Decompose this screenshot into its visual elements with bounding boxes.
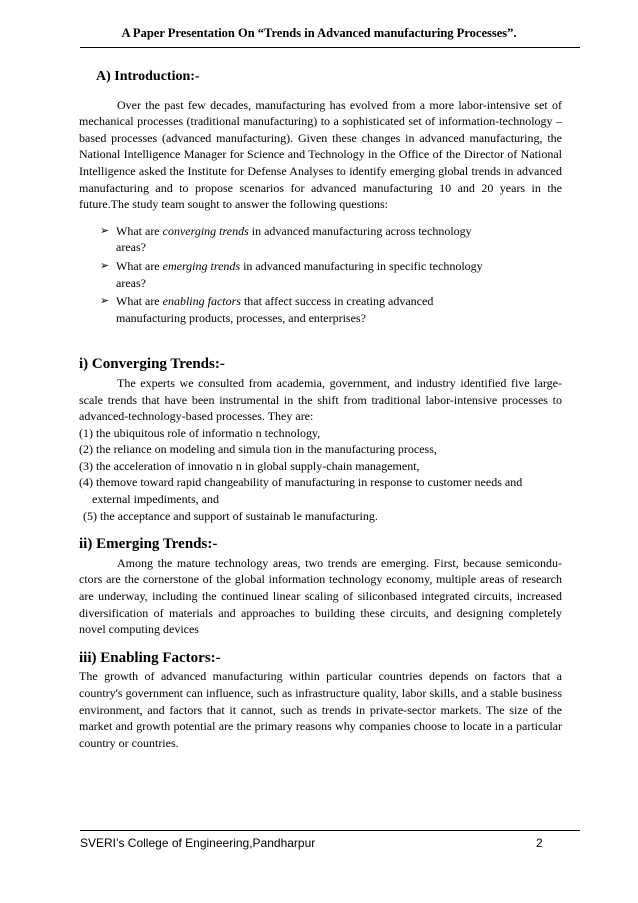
footer-college: SVERI’s College of Engineering,Pandharpur <box>80 836 316 850</box>
emerging-heading: ii) Emerging Trends:- <box>79 536 218 553</box>
converging-heading: i) Converging Trends:- <box>79 356 225 373</box>
list-item: (3) the acceleration of innovatio n in global supply-chain management, <box>79 458 420 473</box>
converging-paragraph: The experts we consulted from academia, government, and industry identified five large-scale trends that have been instrumental in the shift from traditional labor-intensive processes to advanced-technology-based processes. They are: <box>79 375 562 424</box>
footer-rule <box>80 830 580 831</box>
list-item: (4) themove toward rapid changeability of manufacturing in response to customer needs and external impediments, and <box>79 475 523 507</box>
question-list <box>79 223 562 327</box>
question-continuation: manufacturing products, processes, and enterprises? <box>116 310 366 325</box>
arrow-bullet-icon: ➢ <box>100 295 110 308</box>
enabling-paragraph: The growth of advanced manufacturing within particular countries depends on factors that a country's government can influence, such as infrastructure quality, labor skills, and a stable business environment, and factors that it cannot, such as trends in private-sector markets. The size of the market and growth potential are the primary reasons why companies choose to locate in a particular country or countries. <box>79 669 562 750</box>
arrow-bullet-icon: ➢ <box>100 224 110 237</box>
intro-paragraph: Over the past few decades, manufacturing has evolved from a more labor-intensive set of mechanical processes (traditional manufacturing) to a sophisticated set of information-technology –based processes (advanced manufacturing). Given these changes in advanced manufacturing, the National Intelligence Manager for Science and Technology in the Office of the Director of National Intelligence asked the Institute for Defense Analyses to identify emerging global trends in advanced manufacturing and to propose scenarios for advanced manufacturing 10 and 20 years in the future.The study team sought to answer the following questions: <box>79 97 562 212</box>
question-item: ➢ What are emerging trends in advanced manufacturing in specific technology areas? <box>100 258 483 290</box>
intro-heading: A) Introduction:- <box>96 69 200 84</box>
page-content <box>79 60 562 751</box>
list-item: (2) the reliance on modeling and simula tion in the manufacturing process, <box>79 442 437 457</box>
page-number: 2 <box>536 836 543 850</box>
converging-list <box>79 425 562 525</box>
question-continuation: areas? <box>116 240 146 255</box>
question-item: ➢ What are converging trends in advanced manufacturing across technology areas? <box>100 223 472 255</box>
arrow-bullet-icon: ➢ <box>100 259 110 272</box>
enabling-heading: iii) Enabling Factors:- <box>79 649 221 666</box>
question-item: ➢ What are enabling factors that affect success in creating advanced manufacturing products, processes, and enterprises? <box>100 294 434 325</box>
list-item: (5) the acceptance and support of sustainab le manufacturing. <box>83 508 378 523</box>
emerging-paragraph: Among the mature technology areas, two trends are emerging. First, because semicondu- ctors are the cornerstone of the global information technology economy, multiple areas of research are underway, including the continued linear scaling of siliconbased integrated circuits, increased diversification of materials and approaches to building these circuits, and designing completely novel computing devices <box>79 555 562 637</box>
question-continuation: areas? <box>116 275 146 290</box>
header-rule <box>80 47 580 48</box>
list-item: (1) the ubiquitous role of informatio n technology, <box>79 425 321 440</box>
running-header: A Paper Presentation On “Trends in Advanced manufacturing Processes”. <box>121 26 517 40</box>
